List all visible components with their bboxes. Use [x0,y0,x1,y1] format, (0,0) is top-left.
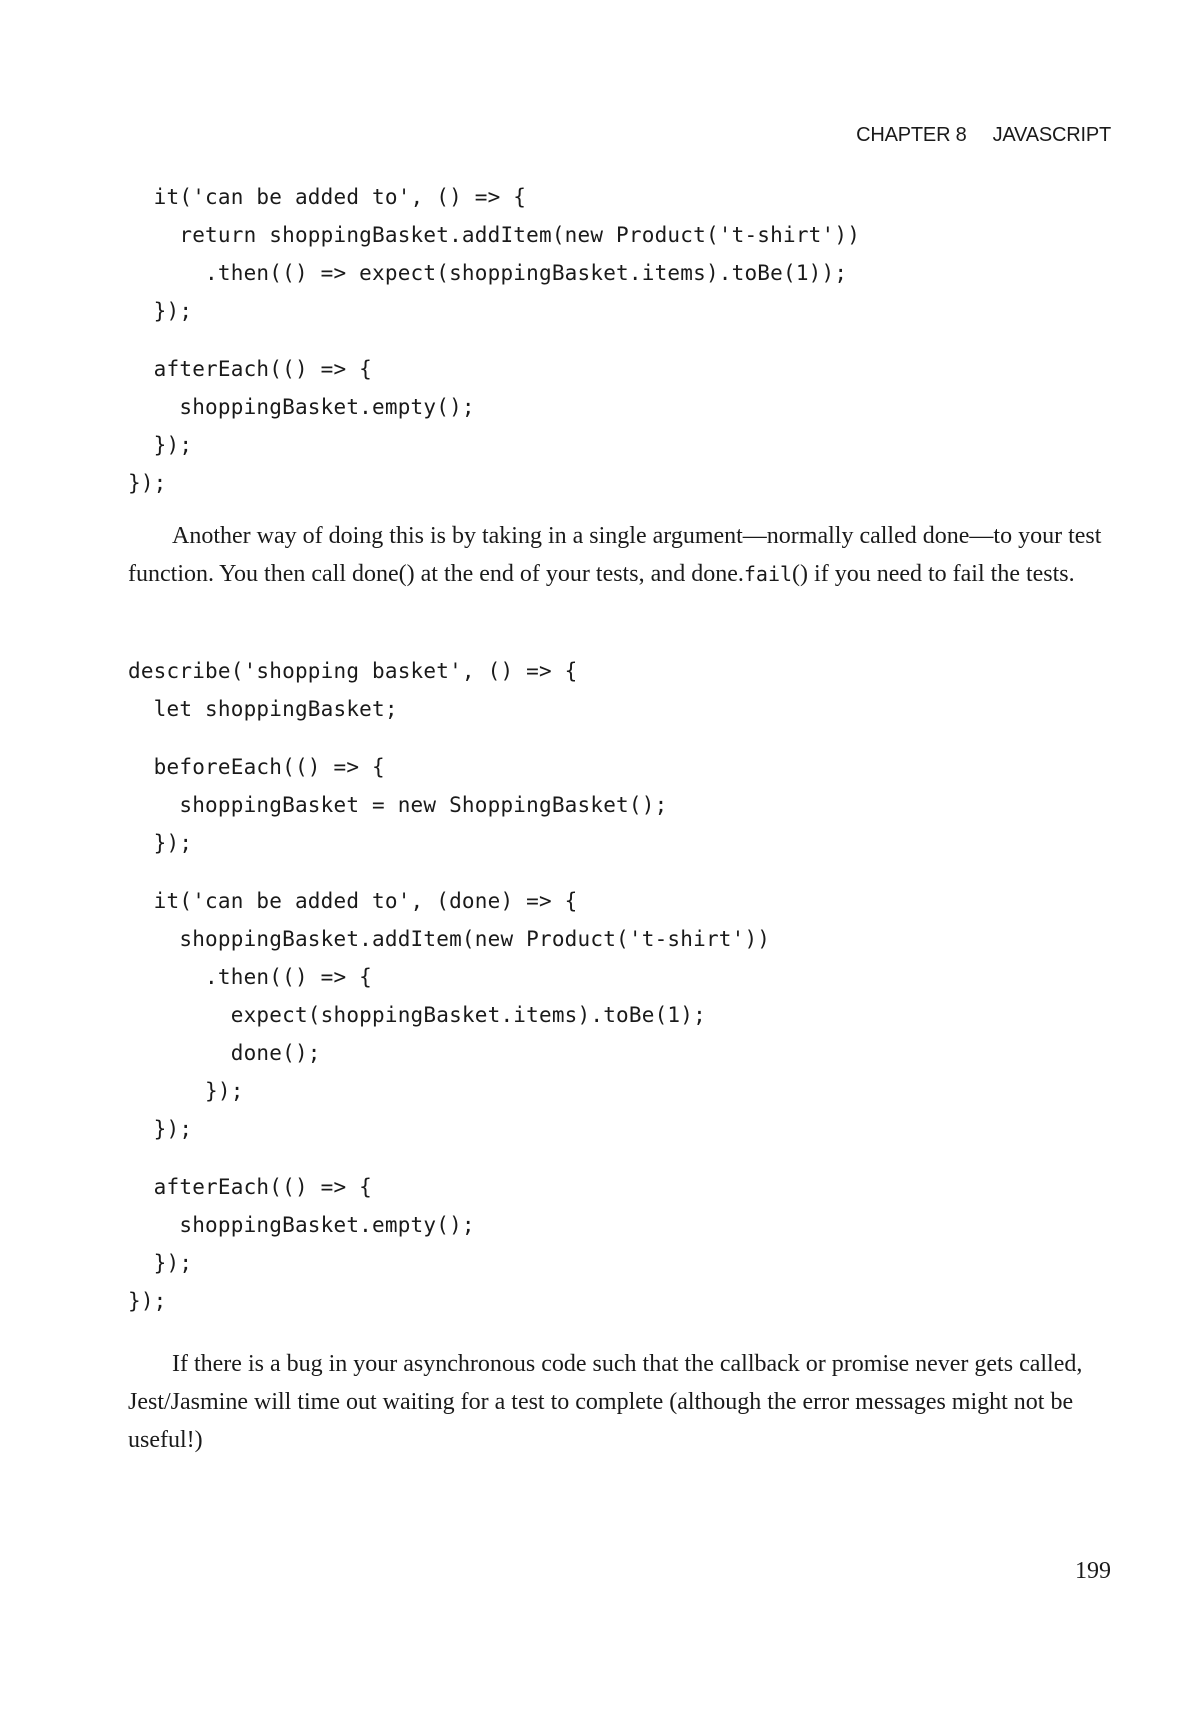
paragraph-async-bug: If there is a bug in your asynchronous code such that the callback or promise never gets called, Jest/Jasmine will time out waiting for a test to complete (although the error messages might not be useful!) [128,1351,1083,1453]
code-line: }); [128,1289,167,1313]
code-line: }); [128,1251,193,1275]
code-line: it('can be added to', (done) => { [128,889,578,913]
running-head [856,124,1111,147]
code-line: }); [128,471,167,495]
code-line: }); [128,299,193,323]
code-line: it('can be added to', () => { [128,185,527,209]
code-line: done(); [128,1041,321,1065]
code-line: return shoppingBasket.addItem(new Product('t-shirt')) [128,223,861,247]
code-line: .then(() => expect(shoppingBasket.items).toBe(1)); [128,261,848,285]
code-line: }); [128,831,193,855]
code-block-it-test [128,178,860,502]
code-line: let shoppingBasket; [128,697,398,721]
code-line: shoppingBasket.addItem(new Product('t-shirt')) [128,927,771,951]
code-line: afterEach(() => { [128,1175,373,1199]
code-line: shoppingBasket.empty(); [128,1213,475,1237]
paragraph-done-argument: Another way of doing this is by taking in a single argument—normally called done—to your test function. You then call done() at the end of your tests, and done.fail() if you need to fail the tests. [128,523,1102,587]
inline-code-fail: fail [743,562,793,586]
code-line: }); [128,433,193,457]
code-line: .then(() => { [128,965,373,989]
code-block-describe-shopping-basket [128,652,770,1320]
code-line: shoppingBasket.empty(); [128,395,475,419]
code-line: beforeEach(() => { [128,755,385,779]
code-line: }); [128,1117,193,1141]
chapter-title: JAVASCRIPT [992,124,1111,146]
code-line: }); [128,1079,244,1103]
code-line: expect(shoppingBasket.items).toBe(1); [128,1003,706,1027]
code-line: afterEach(() => { [128,357,373,381]
code-line: describe('shopping basket', () => { [128,659,578,683]
chapter-label: CHAPTER 8 [856,124,967,146]
code-line: shoppingBasket = new ShoppingBasket(); [128,793,668,817]
page-number: 199 [1075,1558,1111,1584]
